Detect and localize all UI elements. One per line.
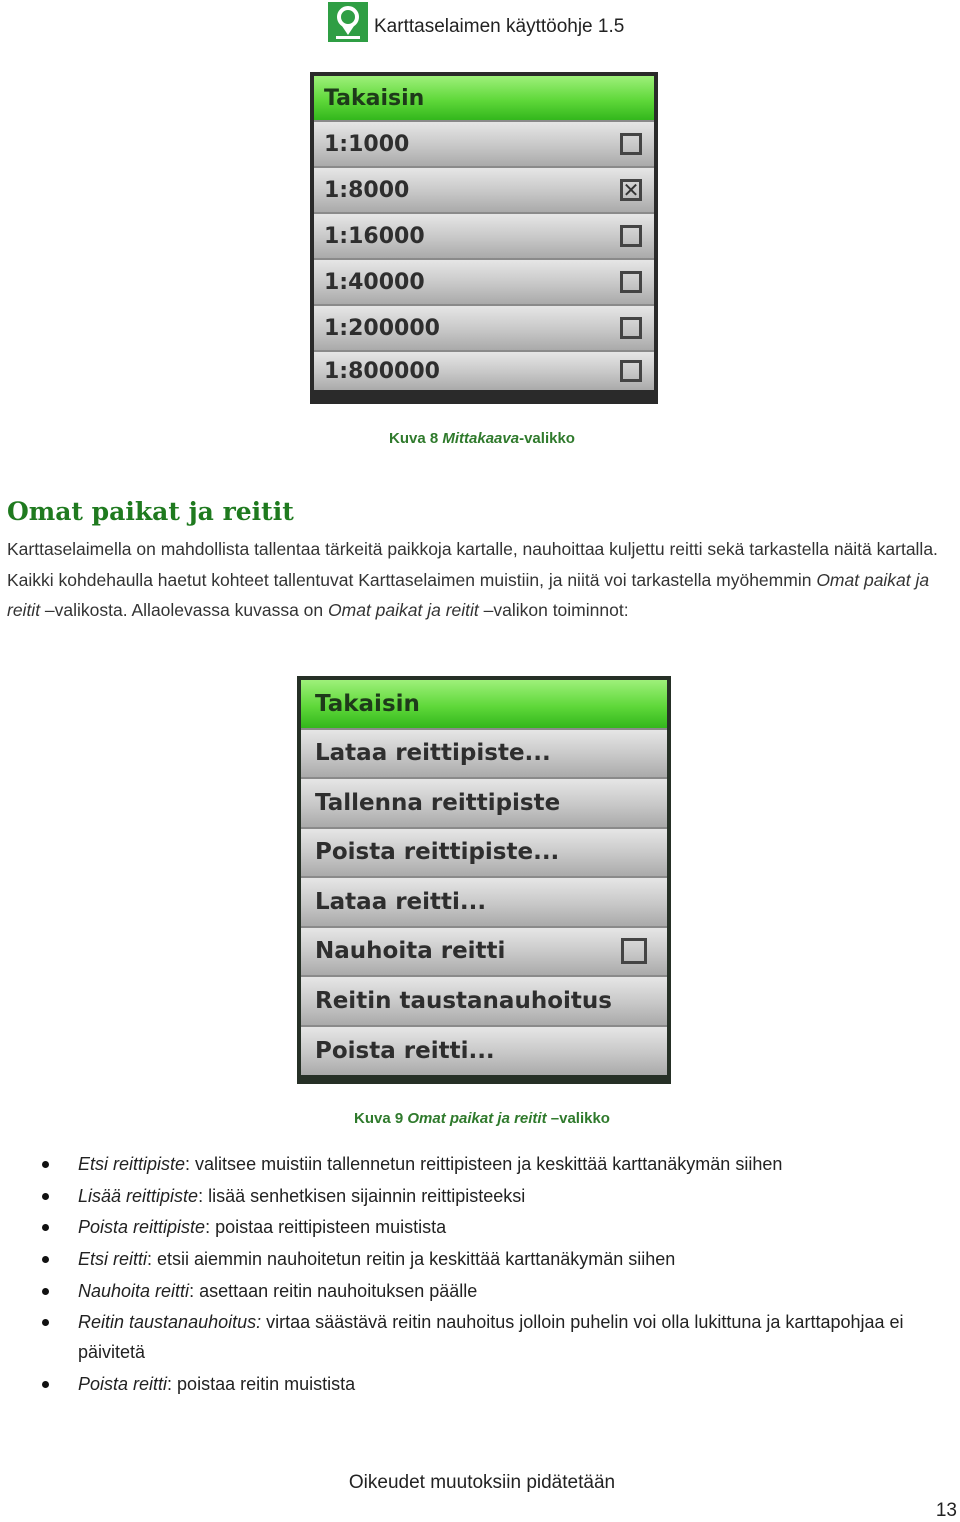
menu-row-label: Lataa reitti... <box>315 888 487 915</box>
list-item <box>40 1369 920 1399</box>
list-item-term: Etsi reittipiste <box>78 1154 186 1174</box>
para-text: –valikosta. Allaolevassa kuvassa on <box>40 600 329 620</box>
page-footer: Oikeudet muutoksiin pidätetään <box>348 1472 616 1493</box>
menu-row-label: 1:200000 <box>324 315 440 341</box>
list-item <box>40 1307 920 1367</box>
list-item-term: Lisää reittipiste <box>78 1185 199 1206</box>
list-item-text: : lisää senhetkisen sijainnin reittipisteeksi <box>198 1185 526 1206</box>
feature-list <box>40 1149 920 1401</box>
page-number: 13 <box>935 1500 957 1521</box>
menu-row-label: 1:8000 <box>324 177 410 203</box>
menu-row-delete-route <box>301 1027 667 1075</box>
unchecked-checkbox-icon <box>620 271 642 293</box>
para-text: Karttaselaimella on mahdollista tallentaa tärkeitä paikkoja kartalle, nauhoittaa kuljettu reitti sekä tarkastella näitä kartalla. Kaikki kohdehaulla haetut kohteet tallentuvat Karttaselaimen muistiin, ja niitä voi tarkastella myöhemmin <box>7 539 938 590</box>
menu-row-label: Takaisin <box>324 85 425 111</box>
caption-suffix: -valikko <box>519 430 575 447</box>
menu-row-load-waypoint <box>301 730 667 780</box>
bullet-icon <box>42 1224 49 1231</box>
list-item-text: : valitsee muistiin tallennetun reittipisteen ja keskittää karttanäkymän siihen <box>185 1154 783 1174</box>
unchecked-checkbox-icon <box>620 133 642 155</box>
places-routes-menu-screenshot <box>297 676 671 1084</box>
list-item-text: : etsii aiemmin nauhoitetun reitin ja keskittää karttanäkymän siihen <box>147 1249 676 1270</box>
bullet-icon <box>42 1381 49 1388</box>
menu-row-save-waypoint <box>301 779 667 829</box>
list-item-term: Reitin taustanauhoitus: <box>78 1312 262 1333</box>
document-title: Karttaselaimen käyttöohje 1.5 <box>374 16 625 37</box>
caption-italic: Omat paikat ja reitit <box>407 1110 547 1127</box>
menu-row-label: Reitin taustanauhoitus <box>315 987 612 1014</box>
para-text: –valikon toiminnot: <box>478 600 629 620</box>
list-item-text: : poistaa reitin muistista <box>167 1374 356 1395</box>
caption-prefix: Kuva 9 <box>354 1110 408 1127</box>
bullet-icon <box>42 1256 49 1263</box>
list-item-term: Poista reittipiste <box>78 1217 206 1238</box>
menu-row-scale <box>314 306 654 352</box>
para-italic: Omat paikat ja reitit <box>7 569 930 620</box>
caption-suffix: –valikko <box>546 1110 610 1127</box>
body-paragraph <box>7 534 952 626</box>
list-item <box>40 1212 920 1242</box>
menu-row-background-recording <box>301 977 667 1027</box>
figure-caption <box>0 1110 960 1127</box>
unchecked-checkbox-icon <box>620 225 642 247</box>
bullet-icon <box>42 1319 49 1326</box>
menu-row-label: 1:800000 <box>324 358 440 384</box>
map-pin-icon <box>328 2 368 42</box>
menu-row-label: Poista reittipiste... <box>315 839 560 866</box>
scale-menu-screenshot <box>310 72 658 404</box>
menu-row-label: Takaisin <box>315 690 420 717</box>
list-item-term: Poista reitti <box>78 1374 168 1395</box>
menu-row-label: Nauhoita reitti <box>315 938 506 965</box>
menu-row-delete-waypoint <box>301 829 667 879</box>
menu-row-label: 1:1000 <box>324 131 410 157</box>
menu-row-scale <box>314 122 654 168</box>
menu-row-label: Poista reitti... <box>315 1037 495 1064</box>
unchecked-checkbox-icon <box>620 317 642 339</box>
list-item <box>40 1276 920 1306</box>
list-item-text: : poistaa reittipisteen muistista <box>205 1217 447 1238</box>
menu-row-scale <box>314 260 654 306</box>
menu-row-label: Lataa reittipiste... <box>315 740 551 767</box>
unchecked-checkbox-icon <box>621 938 647 964</box>
list-item-term: Etsi reitti <box>78 1249 148 1270</box>
list-item-text: virtaa säästävä reitin nauhoitus jolloin puhelin voi olla lukittuna ja karttapohjaa ei päivitetä <box>78 1312 904 1363</box>
menu-row-scale <box>314 214 654 260</box>
list-item-text: : asettaan reitin nauhoituksen päälle <box>189 1280 478 1301</box>
bullet-icon <box>42 1161 49 1168</box>
list-item <box>40 1181 920 1211</box>
caption-prefix: Kuva 8 <box>389 430 443 447</box>
para-italic: Omat paikat ja reitit <box>328 600 479 620</box>
menu-row-label: 1:16000 <box>324 223 425 249</box>
menu-row-record-route <box>301 928 667 978</box>
unchecked-checkbox-icon <box>620 360 642 382</box>
list-item <box>40 1149 920 1179</box>
menu-row-load-route <box>301 878 667 928</box>
checked-checkbox-icon: ✕ <box>620 179 642 201</box>
menu-row-scale <box>314 352 654 390</box>
menu-row-back <box>301 680 667 730</box>
caption-italic: Mittakaava <box>442 430 520 447</box>
list-item <box>40 1244 920 1274</box>
menu-row-label: Tallenna reittipiste <box>315 789 561 816</box>
section-heading: Omat paikat ja reitit <box>7 497 294 526</box>
page-header <box>328 2 624 42</box>
bullet-icon <box>42 1288 49 1295</box>
figure-caption <box>0 430 960 447</box>
menu-row-label: 1:40000 <box>324 269 425 295</box>
bullet-icon <box>42 1193 49 1200</box>
menu-row-scale <box>314 168 654 214</box>
list-item-term: Nauhoita reitti <box>78 1280 190 1301</box>
menu-row-back <box>314 76 654 122</box>
